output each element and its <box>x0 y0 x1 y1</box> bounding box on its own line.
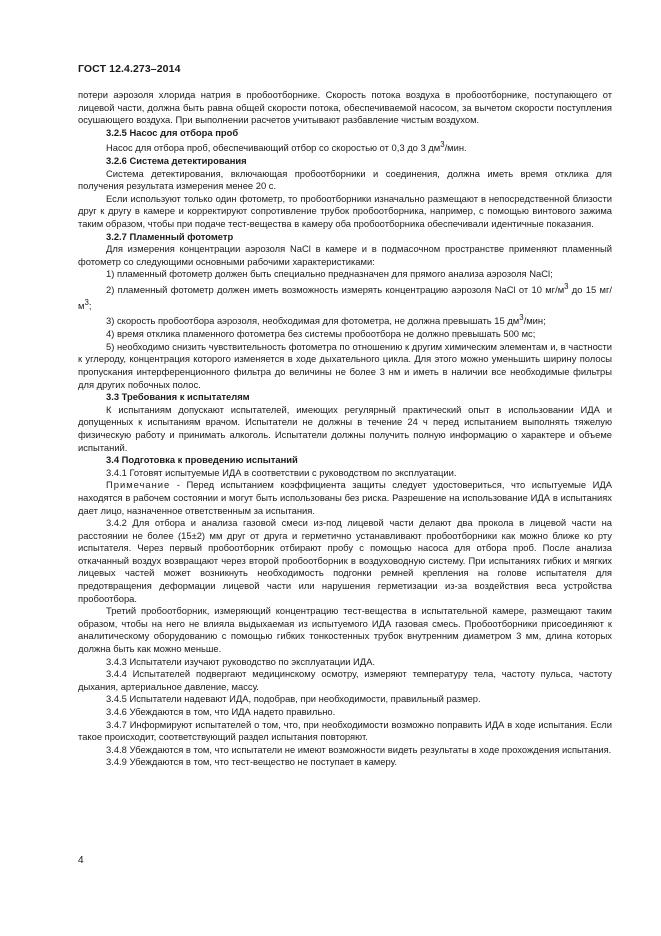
page-number: 4 <box>78 855 84 866</box>
paragraph-detection-2: Если используют только один фотометр, то пробоотборники изначально размещают в непосредственной близости друг к другу в камере и корректируют сопротивление трубок пробоотборника, например, с помощью винтового зажима таким образом, чтобы при подаче тест-вещества в камеру оба пробоотборника обеспечивали идентичные показания. <box>78 192 612 230</box>
list-item-1: 1) пламенный фотометр должен быть специально предназначен для прямого анализа аэрозоля NaCl; <box>106 268 553 280</box>
paragraph-detection-1: Система детектирования, включающая пробоотборники и соединения, должна иметь время отклика для получения результата измерения менее 20 с. <box>78 167 612 192</box>
list-item-4: 4) время отклика пламенного фотометра без системы пробоотбора не должно превышать 500 мс; <box>106 328 536 340</box>
paragraph-3-4-4: 3.4.4 Испытателей подвергают медицинскому осмотру, измеряют температуру тела, частоту пульса, частоту дыхания, артериальное давление, массу. <box>78 668 612 692</box>
paragraph-3-4-9: 3.4.9 Убеждаются в том, что тест-вещество не поступает в камеру. <box>106 756 397 768</box>
list-item-2: 2) пламенный фотометр должен иметь возможность измерять концентрацию аэрозоля NaCl от 10 $мг/м^3$ до 15 $мг/м^3$; <box>78 282 612 311</box>
paragraph-3-4-5: 3.4.5 Испытатели надевают ИДА, подобрав, при необходимости, правильный размер. <box>106 693 481 705</box>
intro-paragraph: потери аэрозоля хлорида натрия в пробоотборнике. Скорость потока воздуха в пробоотборнике, поступающего от лицевой части, должна быть равна общей скорости потока, обеспечиваемой насосом, за вычетом скорости поступления осушающего воздуха. При выполнении расчетов учитывают разбавление чистым воздухом. <box>78 89 612 126</box>
section-heading-3-2-7: 3.2.7 Пламенный фотометр <box>106 230 234 242</box>
note-label: Примечание <box>106 479 171 491</box>
paragraph-3-4-7: 3.4.7 Информируют испытателей о том, что, при необходимости возможно поправить ИДА в ходе испытания. Если такое происходит, соответствующий раздел испытания повторяют. <box>78 718 612 743</box>
document-body <box>78 89 612 769</box>
paragraph-third-sampler: Третий пробоотборник, измеряющий концентрацию тест-вещества в испытательной камере, размещают таким образом, чтобы на него не влияла выдыхаемая из испытуемого ИДА газовая смесь. Пробоотборники присоединяют к аналитическому оборудованию с помощью гибких тонкостенных трубок внутренним диаметром 3 мм, длина которых должна быть как можно меньше. <box>78 605 612 655</box>
document-header: ГОСТ 12.4.273–2014 <box>78 63 181 75</box>
section-heading-3-4: 3.4 Подготовка к проведению испытаний <box>106 454 298 466</box>
paragraph-3-4-8: 3.4.8 Убеждаются в том, что испытатели не имеют возможности видеть результаты в ходе прохождения испытания. <box>106 743 612 755</box>
list-item-3: 3) скорость пробоотбора аэрозоля, необходимая для фотометра, не должна превышать 15 $дм^3$/мин; <box>106 313 546 327</box>
note-paragraph: Примечание - Перед испытанием коэффициента защиты следует удостовериться, что испытуемые ИДА находятся в рабочем состоянии и могут быть использованы без риска. Разрешение на использование ИДА в испытаниях дает лицо, назначенное ответственным за испытания. <box>78 479 612 516</box>
paragraph-3-4-1: 3.4.1 Готовят испытуемые ИДА в соответствии с руководством по эксплуатации. <box>106 466 457 478</box>
list-item-5: 5) необходимо снизить чувствительность фотометра по отношению к другим химическим элементам и, в частности к углероду, концентрация которого изменяется в ходе дыхательного цикла. Для этого можно уменьшить ширину полосы пропускания интерференционного фильтра до величины не более 3 нм и иметь в наличии все необходимые фильтры для других побочных полос. <box>78 340 612 390</box>
section-heading-3-2-6: 3.2.6 Система детектирования <box>106 155 247 167</box>
paragraph-3-4-2: 3.4.2 Для отбора и анализа газовой смеси из-под лицевой части делают два прокола в лицевой части на расстоянии не более (15±2) мм друг от друга и герметично устанавливают пробоотборники как можно ближе ко рту испытателя. Через первый пробоотборник отбирают пробу с помощью насоса для отбора проб. После анализа откачанный воздух возвращают через второй пробоотборник в воздуховодную систему. При испытаниях гибких и мягких лицевых частей может возникнуть необходимость подгонки ремней крепления на голове испытателя для предотвращения деформации лицевой части или нарушения герметизации из-за воздействия веса устройства пробоотбора. <box>78 517 612 604</box>
paragraph-3-4-3: 3.4.3 Испытатели изучают руководство по эксплуатации ИДА. <box>106 655 375 667</box>
paragraph-pump: Насос для отбора проб, обеспечивающий отбор со скоростью от 0,3 до 3 $дм^3$/мин. <box>106 140 467 154</box>
paragraph-photometer-intro: Для измерения концентрации аэрозоля NaCl в камере и в подмасочном пространстве применяют пламенный фотометр со следующими основными рабочими характеристиками: <box>78 243 612 267</box>
paragraph-testers: К испытаниям допускают испытателей, имеющих регулярный практический опыт в использовании ИДА и допущенных к испытаниям врачом. Испытатели не должны в течение 24 ч перед испытанием выполнять тяжелую физическую работу и принимать алкоголь. Испытатели должны получить полную информацию о характере и объеме испытаний. <box>78 403 612 453</box>
paragraph-3-4-6: 3.4.6 Убеждаются в том, что ИДА надето правильно. <box>106 706 336 717</box>
section-heading-3-3: 3.3 Требования к испытателям <box>106 391 250 403</box>
section-heading-3-2-5: 3.2.5 Насос для отбора проб <box>106 126 239 138</box>
